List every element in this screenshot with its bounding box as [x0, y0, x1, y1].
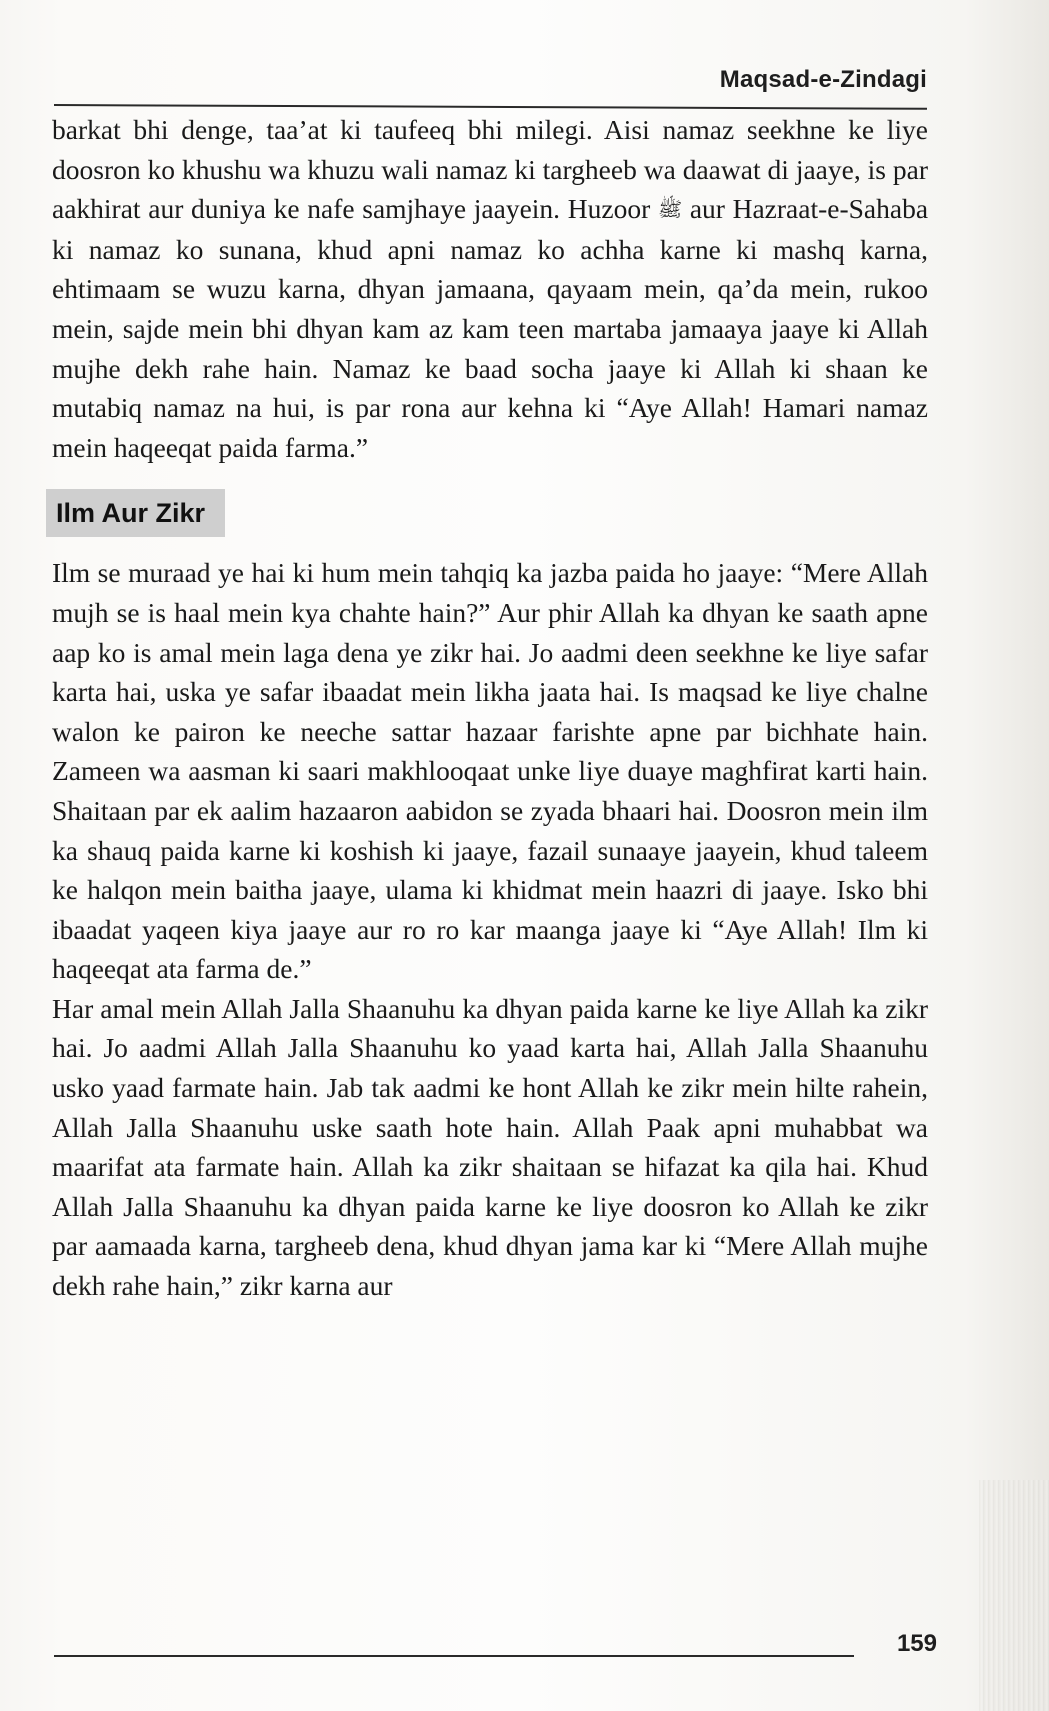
section-heading: Ilm Aur Zikr — [46, 489, 225, 537]
paragraph-namaz-part-b: aur Hazraat-e-Sahaba ki namaz ko sunana, khud apni namaz ko achha karne ki mashq karna, ehtimaam se wuzu karna, dhyan jamaana, qayaam mein, qa’da mein, rukoo mein, sajde mein bhi dhyan kam az kam teen martaba jamaaya jaaye ki Allah mujhe dekh rahe hain. Namaz ke baad socha jaaye ki Allah ki shaan ke mutabiq namaz na hui, is par rona aur kehna ki “Aye Allah! Hamari namaz mein haqeeqat paida farma.” — [52, 193, 929, 463]
page-body — [52, 110, 928, 1306]
paragraph-namaz-part-a: barkat bhi denge, taa’at ki taufeeq bhi milegi. Aisi namaz seekhne ke liye doosron ko khushu wa khuzu wali namaz ki targheeb wa daawat di jaaye, is par aakhirat aur duniya ke nafe samjhaye jaayein. Huzoor — [52, 114, 928, 225]
footer-rule — [54, 1655, 854, 1657]
header-rule — [54, 104, 927, 110]
paragraph-namaz — [52, 110, 928, 467]
paragraph-ilm: Ilm se muraad ye hai ki hum mein tahqiq ka jazba paida ho jaaye: “Mere Allah mujh se is haal mein kya chahte hain?” Aur phir Allah ka dhyan ke saath apne aap ko is amal mein laga dena ye zikr hai. Jo aadmi deen seekhne ke liye safar karta hai, uska ye safar ibaadat mein likha jaata hai. Is maqsad ke liye chalne walon ke pairon ke neeche sattar hazaar farishte apne par bichhate hain. Zameen wa aasman ki saari makhlooqaat unke liye duaye maghfirat karti hain. Shaitaan par ek aalim hazaaron aabidon se zyada bhaari hai. Doosron mein ilm ka shauq paida karne ki koshish ki jaaye, fazail sunaaye jaayein, khud taleem ke halqon mein baitha jaaye, ulama ki khidmat mein haazri di jaaye. Isko bhi ibaadat yaqeen kiya jaaye aur ro ro kar maanga jaaye ki “Aye Allah! Ilm ki haqeeqat ata farma de.” — [52, 557, 928, 985]
salutation-calligraphy-icon: ﷺ — [657, 197, 683, 222]
page-edge-shadow — [979, 1480, 1049, 1711]
page-number: 159 — [896, 1630, 937, 1657]
running-header: Maqsad-e-Zindagi — [719, 66, 927, 93]
section-heading-container — [52, 467, 928, 553]
paragraph-zikr: Har amal mein Allah Jalla Shaanuhu ka dhyan paida karne ke liye Allah ka zikr hai. Jo aadmi Allah Jalla Shaanuhu ko yaad karta hai, Allah Jalla Shaanuhu usko yaad farmate hain. Jab tak aadmi ke hont Allah ke zikr mein hilte rahein, Allah Jalla Shaanuhu uske saath hote hain. Allah Paak apni muhabbat wa maarifat ata farmate hain. Allah ka zikr shaitaan se hifazat ka qila hai. Khud Allah Jalla Shaanuhu ka dhyan paida karne ke liye doosron ko Allah ke zikr par aamaada karna, targheeb dena, khud dhyan jama kar ki “Mere Allah mujhe dekh rahe hain,” zikr karna aur — [52, 992, 928, 1302]
